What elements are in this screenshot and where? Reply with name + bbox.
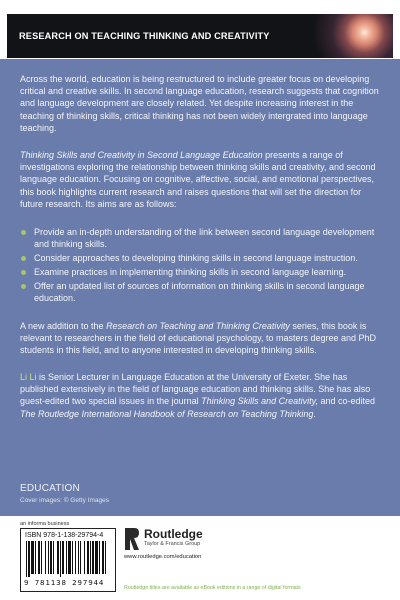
intro-paragraph: Across the world, education is being restructured to include greater focus on developing critical and creative skills. In second language education, research suggests that cognition and language development are closely related. Yet despite increasing interest in the teaching of thinking skills, critical thinking has not been widely intergrated into language teaching. [20,74,379,133]
author-bio-text: . [313,408,316,419]
cover-image-credit: Cover images: © Getty Images [20,497,109,504]
series-name: Research on Teaching and Thinking Creativity [106,321,290,331]
barcode-digits: 9 781138 297944 [24,578,105,587]
barcode-box [20,528,116,592]
ebook-note: Routledge titles are available as eBook editions in a range of digital formats [124,585,301,591]
routledge-logo-icon [124,527,140,551]
bullet-icon [21,270,26,275]
book-title: Thinking Skills and Creativity in Second Language Education [20,150,263,160]
author-bio [20,371,382,420]
book-description-text: presents a range of investigations exploring the relationship between thinking skills and creativity, and second language education. Focusing on cognitive, affective, social, and emotional perspectives, this book highlights current research and raises questions that will set the direction for future research. Its aims are as follows: [20,150,376,209]
author-bio-text: and co-edited [318,396,376,407]
light-burst-graphic [298,14,393,58]
aims-list [20,226,382,306]
aim-item [20,252,382,264]
author-name: Li Li [20,372,37,382]
cover-header [0,0,400,59]
publisher-group: Taylor & Francis Group [144,541,201,547]
publisher-name: Routledge [144,527,203,541]
book-description [20,149,382,210]
isbn-number: ISBN 978-1-138-29794-4 [25,532,104,539]
informa-tagline: an informa business [20,521,70,527]
aim-item [20,226,382,250]
series-text-before: A new addition to the [20,321,107,331]
series-paragraph [20,320,382,357]
aim-text: Offer an updated list of sources of information on thinking skills in second language education. [34,281,365,304]
cover-footer [0,516,400,600]
aim-text: Examine practices in implementing thinking skills in second language learning. [34,267,347,278]
subject-category: EDUCATION [20,483,80,494]
aim-item [20,280,382,304]
aim-text: Provide an in-depth understanding of the link between second language development and thinking skills. [34,227,375,250]
bullet-icon [21,256,26,261]
aim-text: Consider approaches to developing thinking skills in second language instruction. [34,253,358,264]
handbook-title: The Routledge International Handbook of Research on Teaching Thinking [20,408,314,419]
publisher-url: www.routledge.com/education [124,554,202,560]
series-banner [7,14,393,58]
series-text-after: series, this book is relevant to researchers in the field of educational psychology, to masters degree and PhD students in this field, and to anyone interested in developing thinking skills. [20,321,377,356]
barcode-icon [25,541,111,577]
series-title: RESEARCH ON TEACHING THINKING AND CREATIVITY [19,31,270,41]
aim-item [20,266,382,278]
author-bio-text: is Senior Lecturer in Language Education at the University of Exeter. She has published extensively in the field of language education and thinking skills. She has also guest-edited two special issues in the journal [20,372,371,407]
journal-title: Thinking Skills and Creativity, [201,396,318,407]
bullet-icon [21,230,26,235]
bullet-icon [21,284,26,289]
